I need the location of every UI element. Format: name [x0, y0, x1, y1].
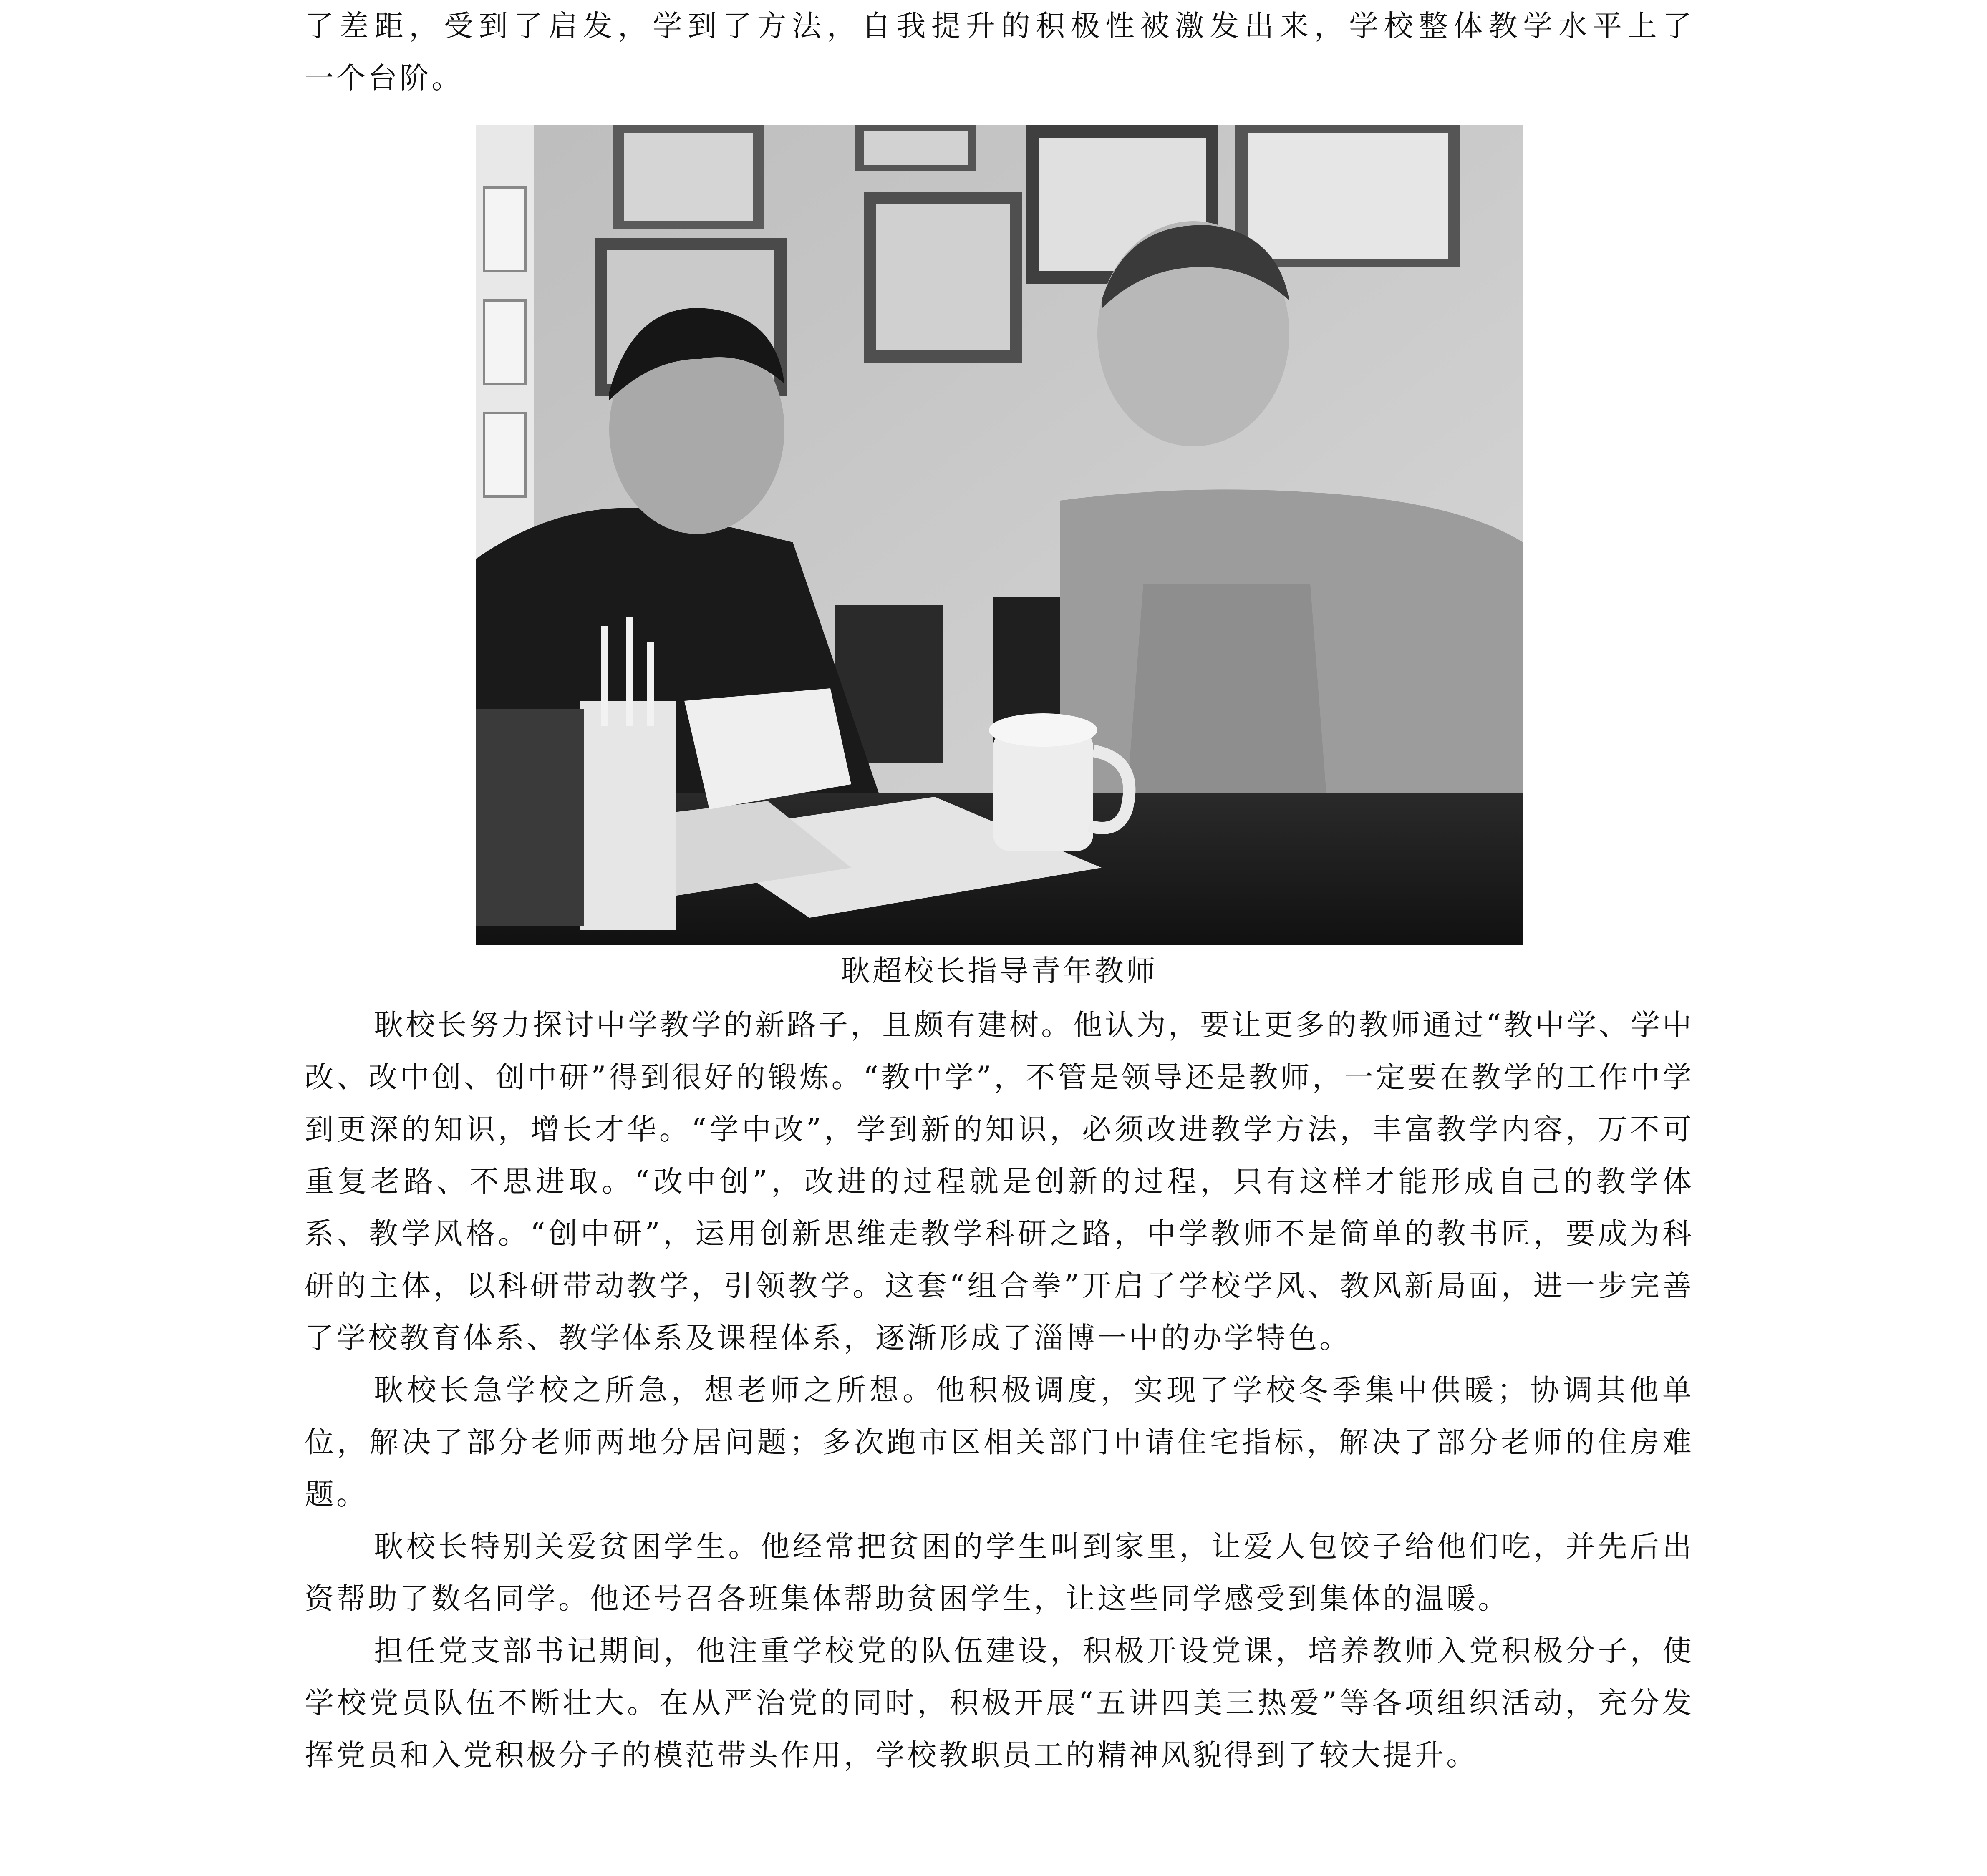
paragraph-teaching-reform: 耿校长努力探讨中学教学的新路子，且颇有建树。他认为，要让更多的教师通过“教中学、学中改、改中创、创中研”得到很好的锻炼。“教中学”，不管是领导还是教师，一定要在教学的工作中学到更深的知识，增长才华。“学中改”，学到新的知识，必须改进教学方法，丰富教学内容，万不可重复老路、不思进取。“改中创”，改进的过程就是创新的过程，只有这样才能形成自己的教学体系、教学风格。“创中研”，运用创新思维走教学科研之路，中学教师不是简单的教书匠，要成为科研的主体，以科研带动教学，引领教学。这套“组合拳”开启了学校学风、教风新局面，进一步完善了学校教育体系、教学体系及课程体系，逐渐形成了淄博一中的办学特色。 — [305, 1008, 1694, 1355]
photo-principal-guiding-teacher — [476, 125, 1523, 945]
photo-illustration — [476, 125, 1523, 945]
paragraph-party-building: 担任党支部书记期间，他注重学校党的队伍建设，积极开设党课，培养教师入党积极分子，使学校党员队伍不断壮大。在从严治党的同时，积极开展“五讲四美三热爱”等各项组织活动，充分发挥党员和入党积极分子的模范带头作用，学校教职员工的精神风貌得到了较大提升。 — [305, 1634, 1694, 1772]
intro-line-2: 一个台阶。 — [305, 61, 463, 95]
body-text — [305, 999, 1694, 1781]
paragraph-poor-students: 耿校长特别关爱贫困学生。他经常把贫困的学生叫到家里，让爱人包饺子给他们吃，并先后出资帮助了数名同学。他还号召各班集体帮助贫困学生，让这些同学感受到集体的温暖。 — [305, 1529, 1694, 1616]
intro-line-1: 了差距，受到了启发，学到了方法，自我提升的积极性被激发出来，学校整体教学水平上了 — [305, 9, 1694, 43]
paragraph-teacher-welfare: 耿校长急学校之所急，想老师之所想。他积极调度，实现了学校冬季集中供暖；协调其他单位，解决了部分老师两地分居问题；多次跑市区相关部门申请住宅指标，解决了部分老师的住房难题。 — [305, 1373, 1694, 1511]
photo-caption: 耿超校长指导青年教师 — [841, 954, 1158, 988]
intro-text — [305, 0, 1694, 104]
